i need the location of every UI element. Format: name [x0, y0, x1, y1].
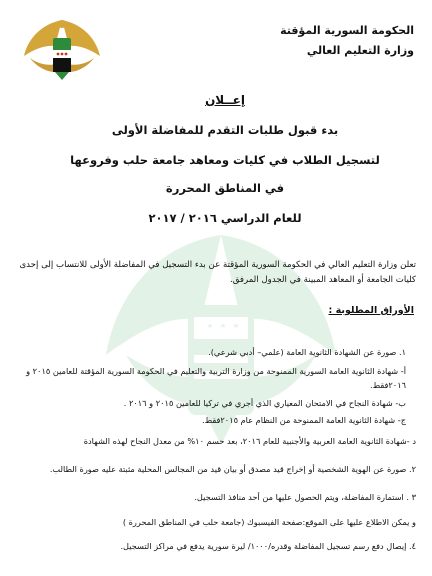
list-item: ٤. إيصال دفع رسم تسجيل المفاضلة وقدره/١٠٠٠/ ليرة سورية يدفع في مراكز التسجيل.	[120, 541, 416, 551]
government-emblem-icon	[22, 14, 102, 82]
required-documents-heading: الأوراق المطلوبة :	[328, 305, 414, 316]
list-item: ج- شهادة الثانوية العامة الممنوحة من النظام عام ٢٠١٥فقط.	[201, 415, 406, 425]
list-item: ٣ . استمارة المفاضلة، ويتم الحصول عليها من أحد منافذ التسجيل.	[194, 492, 416, 502]
title-line-3: في المناطق المحررة	[165, 181, 285, 195]
list-item: د -شهادة الثانوية العامة العربية والأجنبية للعام ٢٠١٦، بعد حسم ١٠% من معدل النجاح لهذه الشهادة	[83, 436, 416, 446]
list-item: أ- شهادة الثانوية العامة السورية الممنوحة من وزارة التربية والتعليم في الحكومة السورية المؤقتة للعامين ٢٠١٥ و ٢٠١٦فقط.	[26, 366, 406, 390]
header-ministry-name: وزارة التعليم العالي	[306, 44, 414, 57]
list-item: ٢. صورة عن الهوية الشخصية أو إخراج قيد مصدق أو بيان قيد من المجالس المحلية مثبتة عليه صورة الطالب.	[49, 464, 416, 474]
announcement-heading: إعــلان	[205, 93, 245, 107]
title-line-1: بدء قبول طلبات التقدم للمفاضلة الأولى	[111, 123, 339, 137]
list-item: و يمكن الاطلاع عليها على الموقع:صفحة الفيسبوك (جامعة حلب في المناطق المحررة )	[122, 517, 416, 527]
list-item: ب- شهادة النجاح في الامتحان المعياري الذي أجري في تركيا للعامين ٢٠١٥ و ٢٠١٦ .	[123, 398, 406, 408]
title-line-2: لتسجيل الطلاب في كليات ومعاهد جامعة حلب وفروعها	[70, 153, 380, 167]
intro-paragraph: تعلن وزارة التعليم العالي في الحكومة السورية المؤقتة عن بدء التسجيل في المفاضلة الأولى للانتساب إلى إحدى كليات الجامعة أو المعاهد المبينة في الجدول المرفق.	[19, 260, 416, 285]
list-item: ١. صورة عن الشهادة الثانوية العامة (علمي– أدبي شرعي).	[208, 347, 406, 357]
header-government-name: الحكومة السورية المؤقتة	[280, 24, 414, 37]
title-academic-year: للعام الدراسي ٢٠١٦ / ٢٠١٧	[148, 211, 302, 225]
